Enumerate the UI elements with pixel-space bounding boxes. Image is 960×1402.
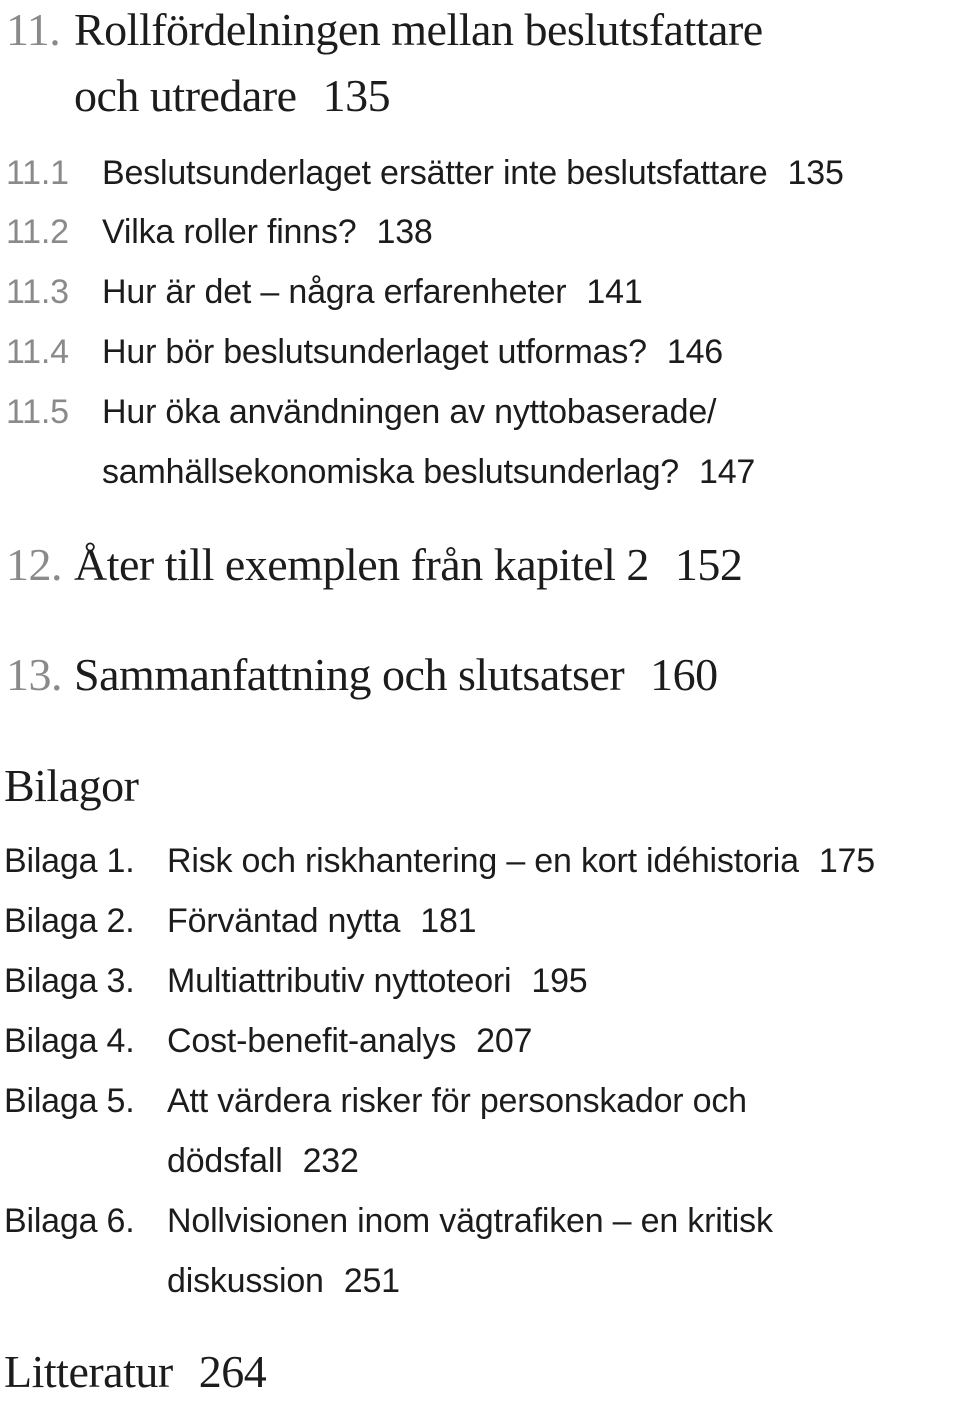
chapter-title: Sammanfattning och slutsatser	[74, 649, 625, 700]
chapter-number: 13.	[6, 649, 62, 700]
chapter-title: Åter till exemplen från kapitel 2	[74, 539, 649, 590]
appendix-title: Multiattributiv nyttoteori	[167, 962, 512, 1000]
appendix-title: Att värdera risker för personskador och	[167, 1082, 747, 1120]
toc-section-11-4	[6, 327, 723, 377]
section-number: 11.5	[6, 393, 69, 431]
appendix-title-continued: diskussion	[167, 1262, 324, 1300]
appendix-label: Bilaga 3.	[4, 962, 135, 1000]
appendix-title: Nollvisionen inom vägtrafiken – en kritisk	[167, 1202, 773, 1240]
toc-section-11-5-continued	[102, 447, 755, 497]
appendix-title-continued: dödsfall	[167, 1142, 283, 1180]
section-title: Hur bör beslutsunderlaget utformas?	[102, 333, 647, 371]
appendix-page-number: 232	[302, 1142, 359, 1180]
appendix-label: Bilaga 5.	[4, 1082, 135, 1120]
section-page-number: 138	[376, 213, 433, 251]
chapter-number: 12.	[6, 539, 62, 590]
toc-appendix-6-continued	[167, 1256, 400, 1306]
toc-chapter-11-continued	[74, 66, 390, 126]
appendix-label: Bilaga 1.	[4, 842, 135, 880]
chapter-number: 11.	[6, 4, 61, 55]
chapter-page-number: 160	[650, 649, 718, 700]
appendix-label: Bilaga 2.	[4, 902, 135, 940]
toc-appendix-6	[4, 1196, 773, 1246]
appendix-page-number: 195	[531, 962, 588, 1000]
appendix-label: Bilaga 6.	[4, 1202, 135, 1240]
section-number: 11.3	[6, 273, 69, 311]
section-page-number: 146	[666, 333, 723, 371]
appendix-page-number: 175	[818, 842, 875, 880]
chapter-page-number: 152	[674, 539, 743, 590]
section-title: Vilka roller finns?	[102, 213, 357, 251]
section-page-number: 141	[586, 273, 643, 311]
section-number: 11.1	[6, 154, 69, 192]
chapter-title: Rollfördelningen mellan beslutsfattare	[74, 4, 763, 55]
section-title: Hur öka användningen av nyttobaserade/	[102, 393, 717, 431]
appendices-heading: Bilagor	[4, 760, 139, 811]
toc-section-11-5	[6, 387, 716, 437]
section-title-continued: samhällsekonomiska beslutsunderlag?	[102, 453, 679, 491]
literature-page-number: 264	[198, 1346, 267, 1397]
toc-appendix-3	[4, 956, 588, 1006]
literature-title: Litteratur	[4, 1346, 173, 1397]
section-page-number: 147	[699, 453, 756, 491]
appendix-label: Bilaga 4.	[4, 1022, 135, 1060]
toc-appendix-5-continued	[167, 1136, 359, 1186]
chapter-page-number: 135	[322, 70, 391, 121]
chapter-title-continued: och utredare	[74, 70, 297, 121]
toc-appendix-5	[4, 1076, 747, 1126]
appendix-page-number: 181	[420, 902, 477, 940]
section-title: Beslutsunderlaget ersätter inte beslutsfattare	[102, 154, 768, 192]
toc-appendix-1	[4, 836, 875, 886]
appendix-page-number: 207	[476, 1022, 533, 1060]
toc-appendix-4	[4, 1016, 532, 1066]
toc-section-11-1	[6, 148, 844, 198]
toc-appendix-2	[4, 896, 476, 946]
toc-section-11-2	[6, 207, 433, 257]
appendix-title: Cost-benefit-analys	[167, 1022, 457, 1060]
toc-chapter-12	[6, 535, 742, 595]
section-title: Hur är det – några erfarenheter	[102, 273, 567, 311]
toc-literature	[4, 1342, 266, 1402]
section-page-number: 135	[787, 154, 844, 192]
appendix-page-number: 251	[343, 1262, 400, 1300]
appendix-title: Risk och riskhantering – en kort idéhistoria	[167, 842, 799, 880]
appendix-title: Förväntad nytta	[167, 902, 401, 940]
toc-section-11-3	[6, 267, 643, 317]
toc-chapter-13	[6, 645, 718, 705]
toc-chapter-11	[6, 0, 763, 60]
section-number: 11.4	[6, 333, 69, 371]
section-number: 11.2	[6, 213, 69, 251]
